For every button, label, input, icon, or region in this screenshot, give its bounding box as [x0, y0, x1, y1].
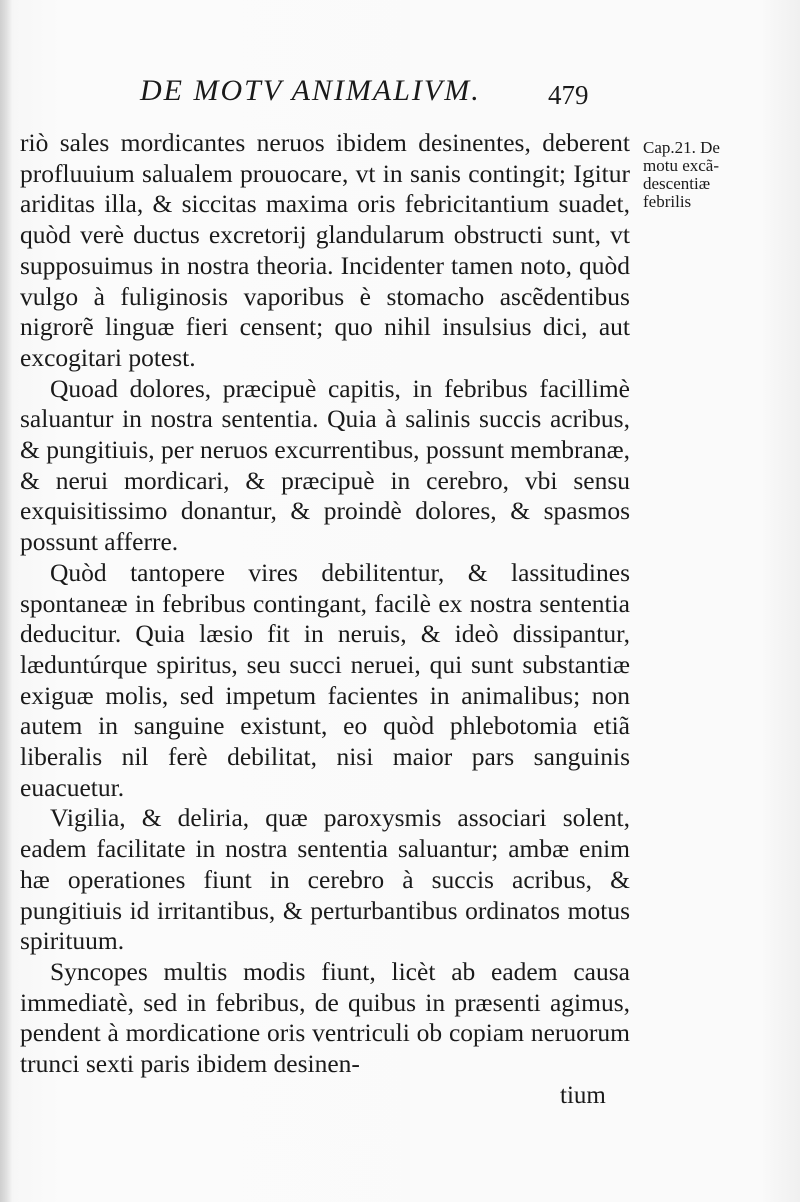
paragraph-dolores: Quoad dolores, præcipuè capitis, in febribus facillimè saluantur in nostra sententia. Quia à salinis succis acribus, & pungitiuis, per neruos excurrentibus, possunt membranæ, & nerui mordicari, & præcipuè in cerebro, vbi sensu exquisitissimo donantur, & proindè dolores, & spasmos possunt afferre. [20, 373, 630, 557]
gutter-shadow [0, 0, 12, 1202]
body-text [20, 128, 630, 1080]
marginal-note-line: descentiæ [643, 174, 711, 193]
marginal-note [643, 139, 758, 211]
page-number: 479 [548, 80, 589, 110]
paragraph-vigilia: Vigilia, & deliria, quæ paroxysmis associari solent, eadem facilitate in nostra sententia saluantur; ambæ enim hæ operationes fiunt in cerebro à succis acribus, & pungitiuis id irritantibus, & perturbantibus ordinatos motus spirituum. [20, 803, 630, 956]
paragraph-syncopes: Syncopes multis modis fiunt, licèt ab eadem causa immediatè, sed in febribus, de quibus in præsenti agimus, pendent à mordicatione oris ventriculi ob copiam neruorum trunci sexti paris ibidem desinen- [20, 956, 630, 1079]
paragraph-vires: Quòd tantopere vires debilitentur, & lassitudines spontaneæ in febribus contingant, facilè ex nostra sententia deducitur. Quia læsio fit in neruis, & ideò dissipantur, læduntúrque spiritus, seu succi neruei, qui sunt substantiæ exiguæ molis, sed impetum facientes in animalibus; non autem in sanguine existunt, eo quòd phlebotomia etiã liberalis nil ferè debilitat, nisi maior pars sanguinis euacuetur. [20, 557, 630, 802]
paragraph-continuation: riò sales mordicantes neruos ibidem desinentes, deberent profluuium salualem prouocare, vt in sanis contingit; Igitur ariditas illa, & siccitas maxima oris febricitantium suadet, quòd verè ductus excretorij glandularum obstructi sunt, vt supposuimus in nostra theoria. Incidenter tamen noto, quòd vulgo à fuliginosis vaporibus è stomacho ascẽdentibus nigrorẽ linguæ fieri censent; quo nihil insulsius dici, aut excogitari potest. [20, 128, 630, 372]
marginal-note-line: febrilis [643, 192, 692, 211]
marginal-note-line: motu excã- [643, 156, 719, 175]
running-head [140, 74, 640, 114]
running-title: DE MOTV ANIMALIVM. [140, 74, 481, 107]
catchword: tium [560, 1082, 606, 1109]
marginal-note-line: Cap.21. De [643, 138, 720, 157]
